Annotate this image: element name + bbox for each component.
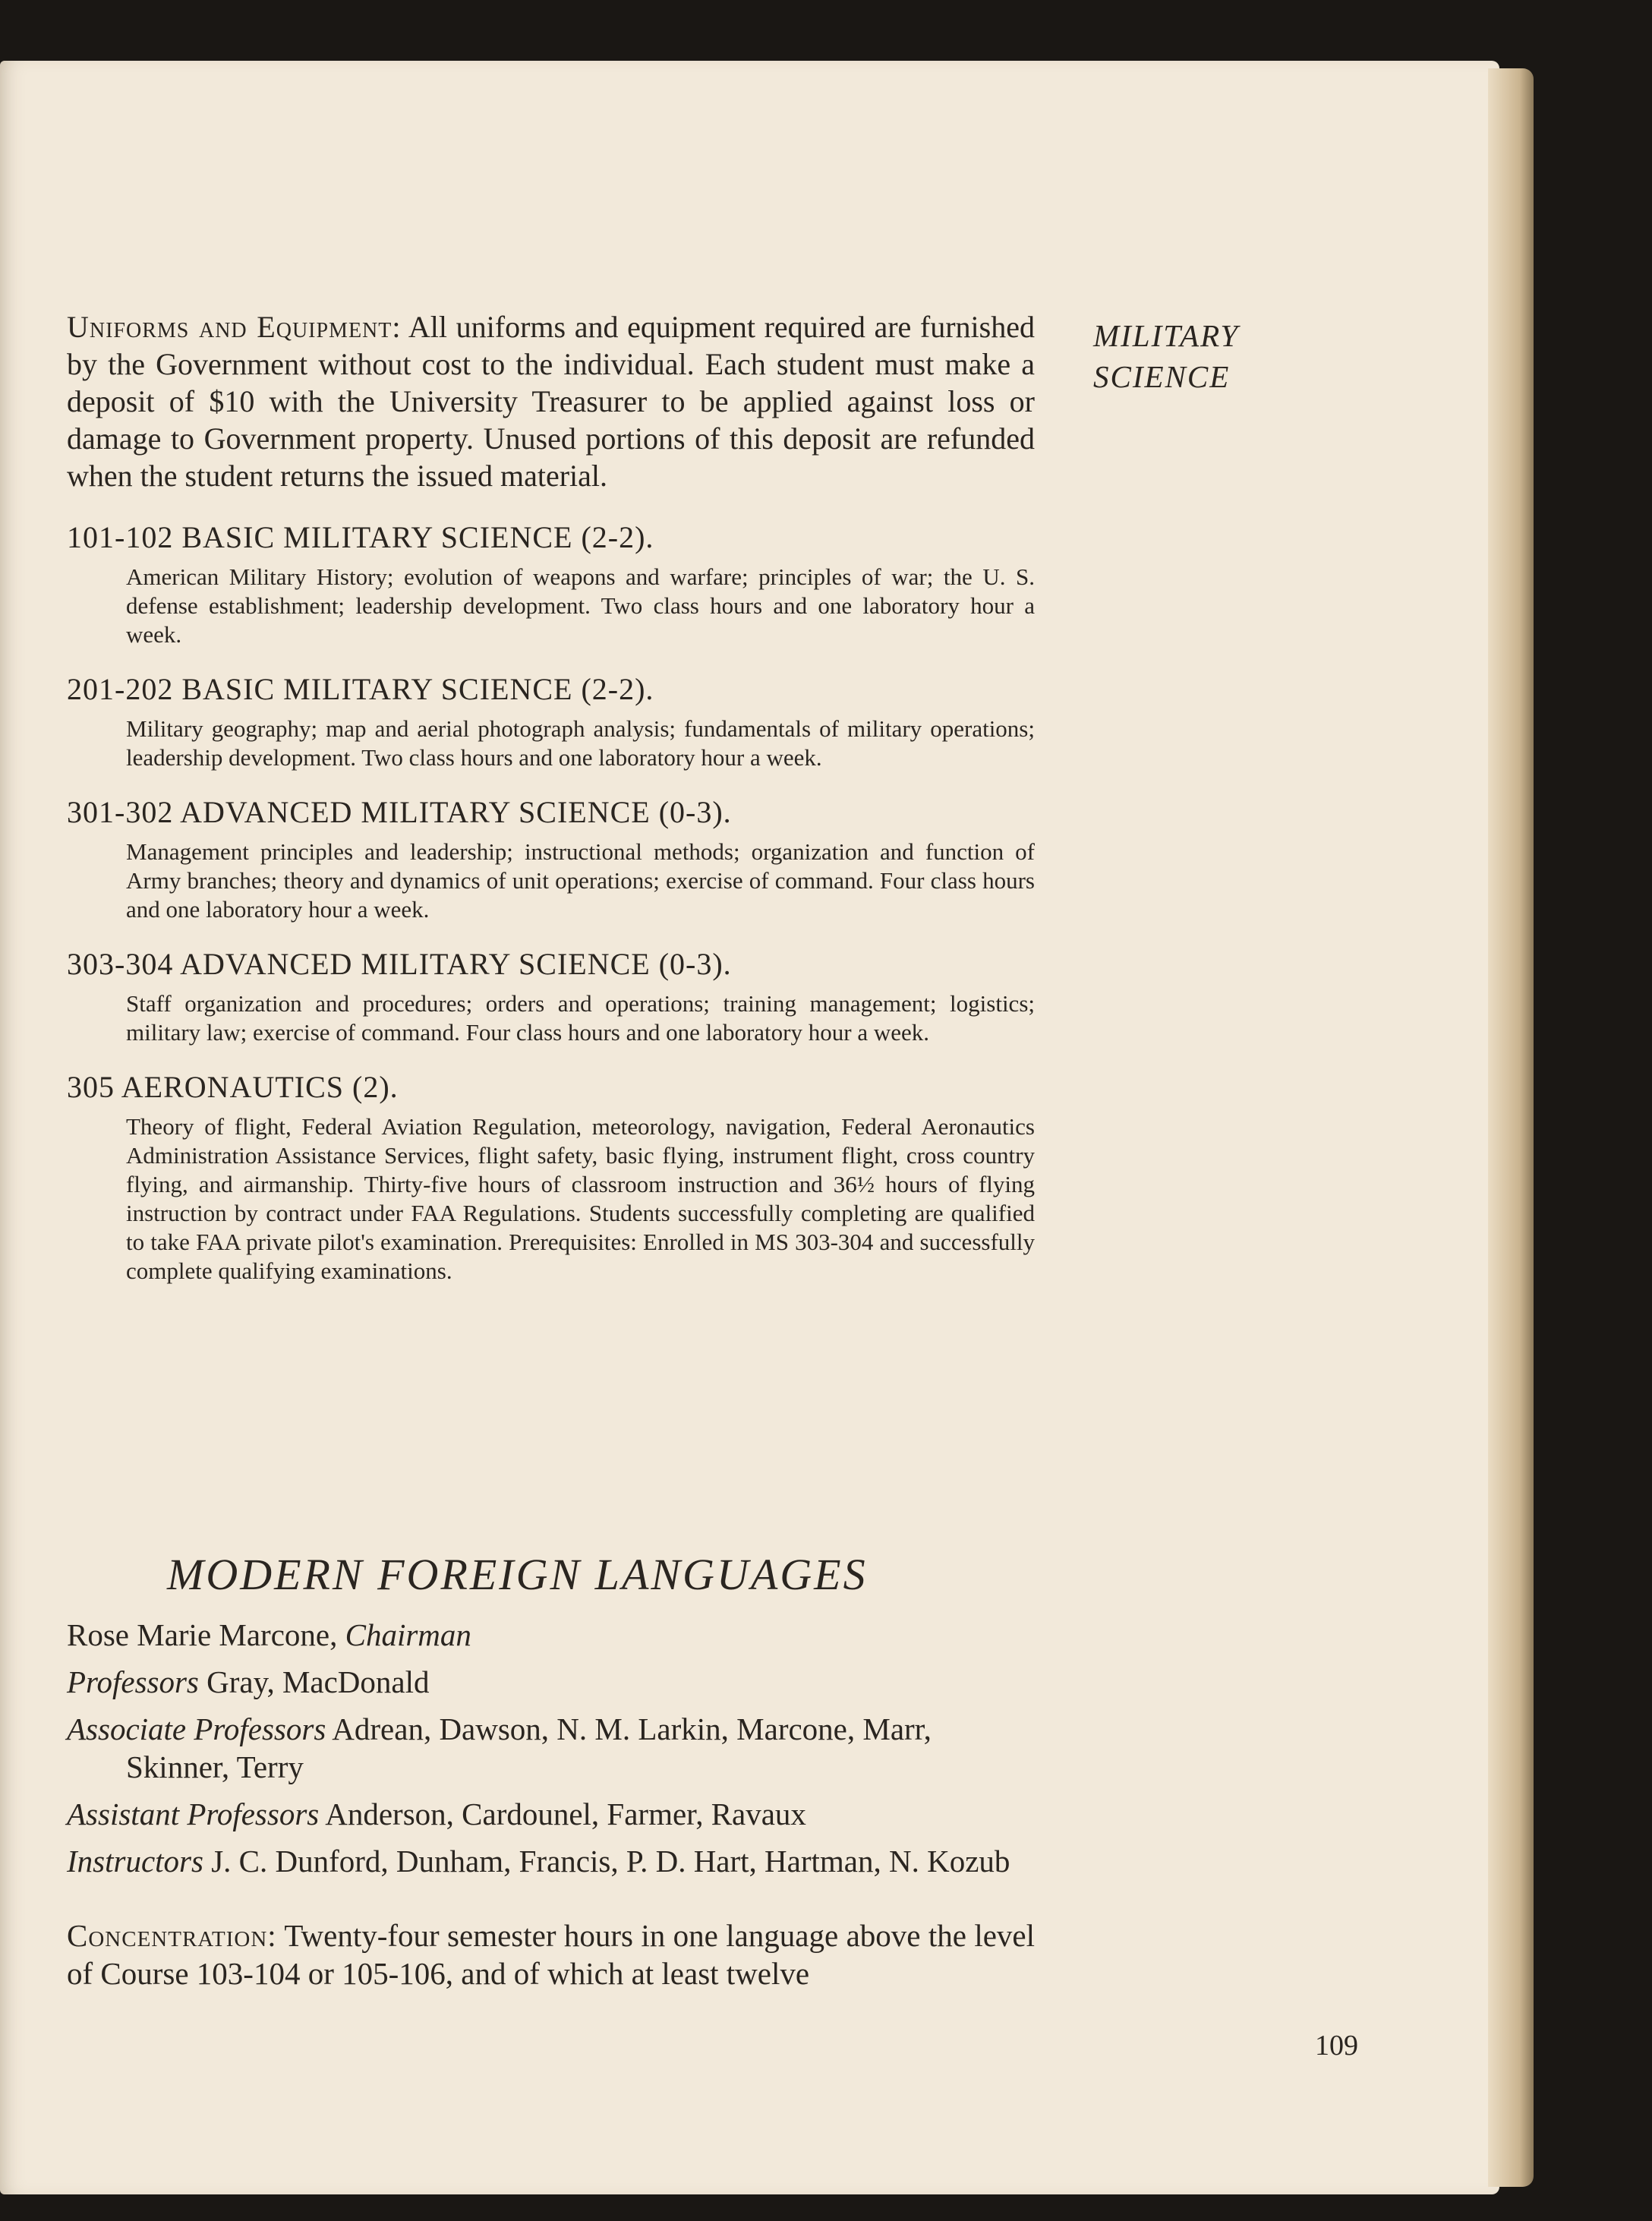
rank-label: Professors [67, 1664, 199, 1699]
course-entry [67, 1068, 1035, 1286]
faculty-professors [67, 1663, 1035, 1701]
section-heading: MODERN FOREIGN LANGUAGES [167, 1550, 868, 1599]
rank-label: Instructors [67, 1844, 203, 1879]
page-number: 109 [1315, 2030, 1358, 2062]
faculty-chairman [67, 1616, 1035, 1654]
course-description: Staff organization and procedures; orders and operations; training management; logistics; military law; exercise of command. Four class hours and one laboratory hour a week. [126, 990, 1035, 1046]
uniforms-lead: Uniforms and Equipment: [67, 310, 402, 344]
uniforms-paragraph [67, 308, 1035, 494]
chairman-title: Chairman [345, 1617, 471, 1652]
course-description: Management principles and leadership; instructional methods; organization and function of Army branches; theory and dynamics of unit operations; exercise of command. Four class hours and one laboratory hour a week. [126, 838, 1035, 923]
chairman-name: Rose Marie Marcone, [67, 1617, 338, 1652]
course-description: Theory of flight, Federal Aviation Regulation, meteorology, navigation, Federal Aeronautics Administration Assistance Services, flight safety, basic flying, instrument flight, cross country flying, and airmanship. Thirty-five hours of classroom instruction and 36½ hours of flying instruction by contract under FAA Regulations. Students successfully completing are qualified to take FAA private pilot's examination. Prerequisites: Enrolled in MS 303-304 and successfully complete qualifying examinations. [126, 1113, 1035, 1284]
concentration-paragraph [67, 1917, 1035, 1992]
faculty-instructors [67, 1842, 1035, 1880]
course-entry [67, 793, 1035, 924]
rank-label: Associate Professors [67, 1711, 326, 1746]
rank-label: Assistant Professors [67, 1797, 320, 1831]
concentration-text: Twenty-four semester hours in one language above the level of Course 103-104 or 105-106, and of which at least twelve [67, 1918, 1036, 1991]
course-entry [67, 945, 1035, 1047]
military-science-section [67, 308, 1035, 1307]
faculty-names: Adrean, Dawson, N. M. Larkin, Marcone, Marr, Skinner, Terry [126, 1711, 932, 1784]
course-title: 305 AERONAUTICS (2). [67, 1070, 399, 1104]
course-entry [67, 670, 1035, 772]
faculty-associate [67, 1710, 1035, 1786]
faculty-names: Gray, MacDonald [206, 1664, 430, 1699]
concentration-lead: Concentration: [67, 1918, 277, 1953]
running-head-line1: MILITARY [1093, 318, 1240, 353]
running-head-line2: SCIENCE [1093, 359, 1231, 394]
course-title: 303-304 ADVANCED MILITARY SCIENCE (0-3). [67, 947, 732, 981]
faculty-assistant [67, 1795, 1035, 1833]
course-description: Military geography; map and aerial photograph analysis; fundamentals of military operations; leadership development. Two class hours and one laboratory hour a week. [126, 715, 1035, 771]
faculty-names: Anderson, Cardounel, Farmer, Ravaux [325, 1797, 806, 1831]
uniforms-text: All uniforms and equipment required are furnished by the Government without cost to the individual. Each student must make a deposit of $10 with the University Treasurer to be applied against loss or damage to Government property. Unused portions of this deposit are refunded when the student returns the issued material. [67, 310, 1035, 493]
course-title: 301-302 ADVANCED MILITARY SCIENCE (0-3). [67, 795, 732, 829]
course-title: 201-202 BASIC MILITARY SCIENCE (2-2). [67, 672, 654, 706]
faculty-names: J. C. Dunford, Dunham, Francis, P. D. Hart, Hartman, N. Kozub [211, 1844, 1010, 1879]
page-edge [1488, 68, 1534, 2187]
running-head [1093, 315, 1239, 397]
faculty-list [67, 1616, 1035, 1889]
course-title: 101-102 BASIC MILITARY SCIENCE (2-2). [67, 520, 654, 554]
course-description: American Military History; evolution of weapons and warfare; principles of war; the U. S. defense establishment; leadership development. Two class hours and one laboratory hour a week. [126, 563, 1035, 648]
course-entry [67, 519, 1035, 649]
